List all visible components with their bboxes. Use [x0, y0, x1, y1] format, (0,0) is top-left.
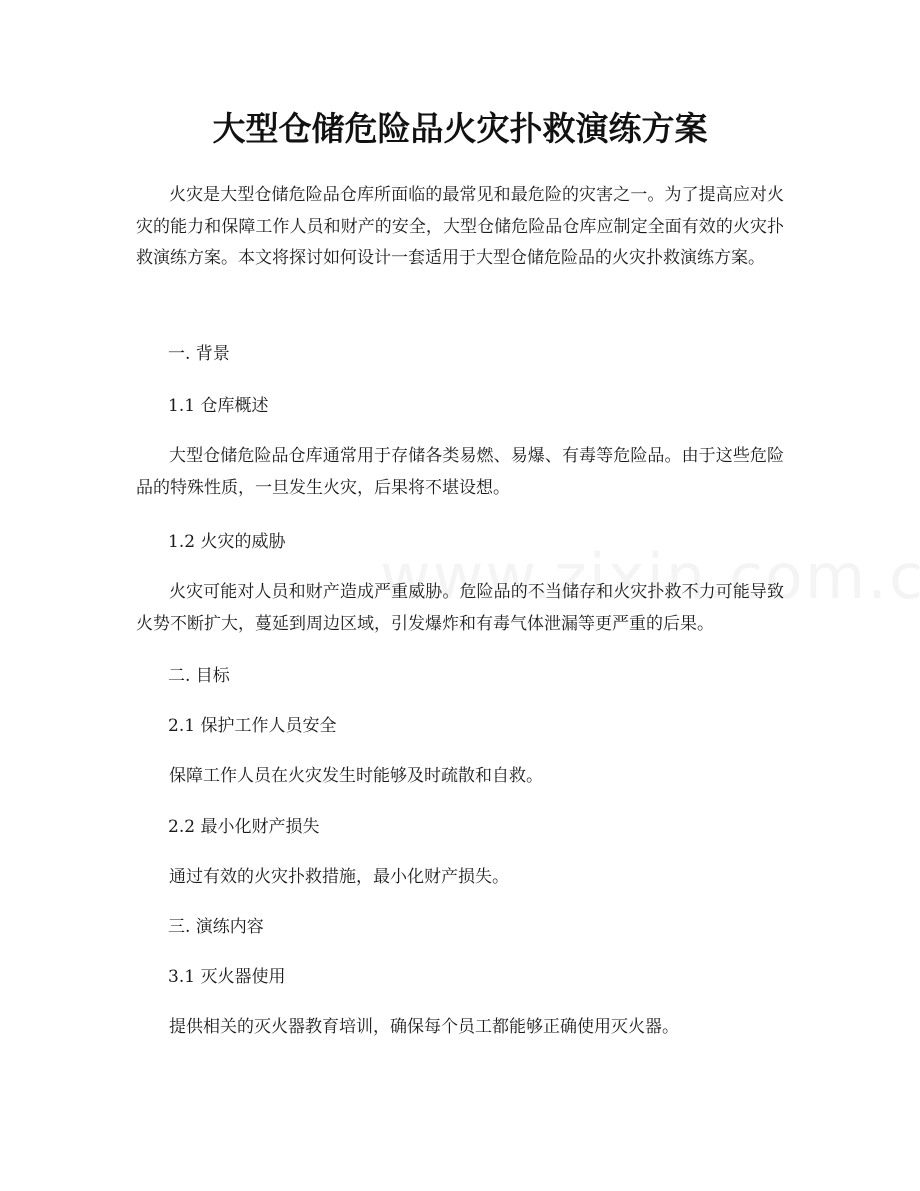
section-heading-warehouse-overview: 1.1 仓库概述: [168, 396, 269, 416]
document-title: 大型仓储危险品火灾扑救演练方案: [212, 109, 708, 148]
section-heading-drill-content: 三. 演练内容: [168, 917, 264, 937]
section-heading-extinguisher-use: 3.1 灭火器使用: [168, 967, 286, 987]
section-heading-protect-staff: 2.1 保护工作人员安全: [168, 716, 337, 736]
paragraph-fire-threat: 火灾可能对人员和财产造成严重威胁。危险品的不当储存和火灾扑救不力可能导致火势不断扩大，蔓延到周边区域，引发爆炸和有毒气体泄漏等更严重的后果。: [136, 582, 784, 634]
section-heading-background: 一. 背景: [168, 344, 230, 364]
paragraph-minimize-loss: 通过有效的火灾扑救措施，最小化财产损失。: [169, 867, 509, 887]
section-heading-fire-threat: 1.2 火灾的威胁: [168, 532, 286, 552]
section-heading-goals: 二. 目标: [168, 666, 230, 686]
section-heading-minimize-loss: 2.2 最小化财产损失: [168, 817, 320, 837]
paragraph-warehouse-overview: 大型仓储危险品仓库通常用于存储各类易燃、易爆、有毒等危险品。由于这些危险品的特殊性质，一旦发生火灾，后果将不堪设想。: [136, 446, 784, 498]
paragraph-protect-staff: 保障工作人员在火灾发生时能够及时疏散和自救。: [169, 766, 543, 786]
paragraph-extinguisher-use: 提供相关的灭火器教育培训，确保每个员工都能够正确使用灭火器。: [169, 1017, 679, 1037]
intro-paragraph: 火灾是大型仓储危险品仓库所面临的最常见和最危险的灾害之一。为了提高应对火灾的能力和保障工作人员和财产的安全，大型仓储危险品仓库应制定全面有效的火灾扑救演练方案。本文将探讨如何设计一套适用于大型仓储危险品的火灾扑救演练方案。: [136, 185, 784, 268]
